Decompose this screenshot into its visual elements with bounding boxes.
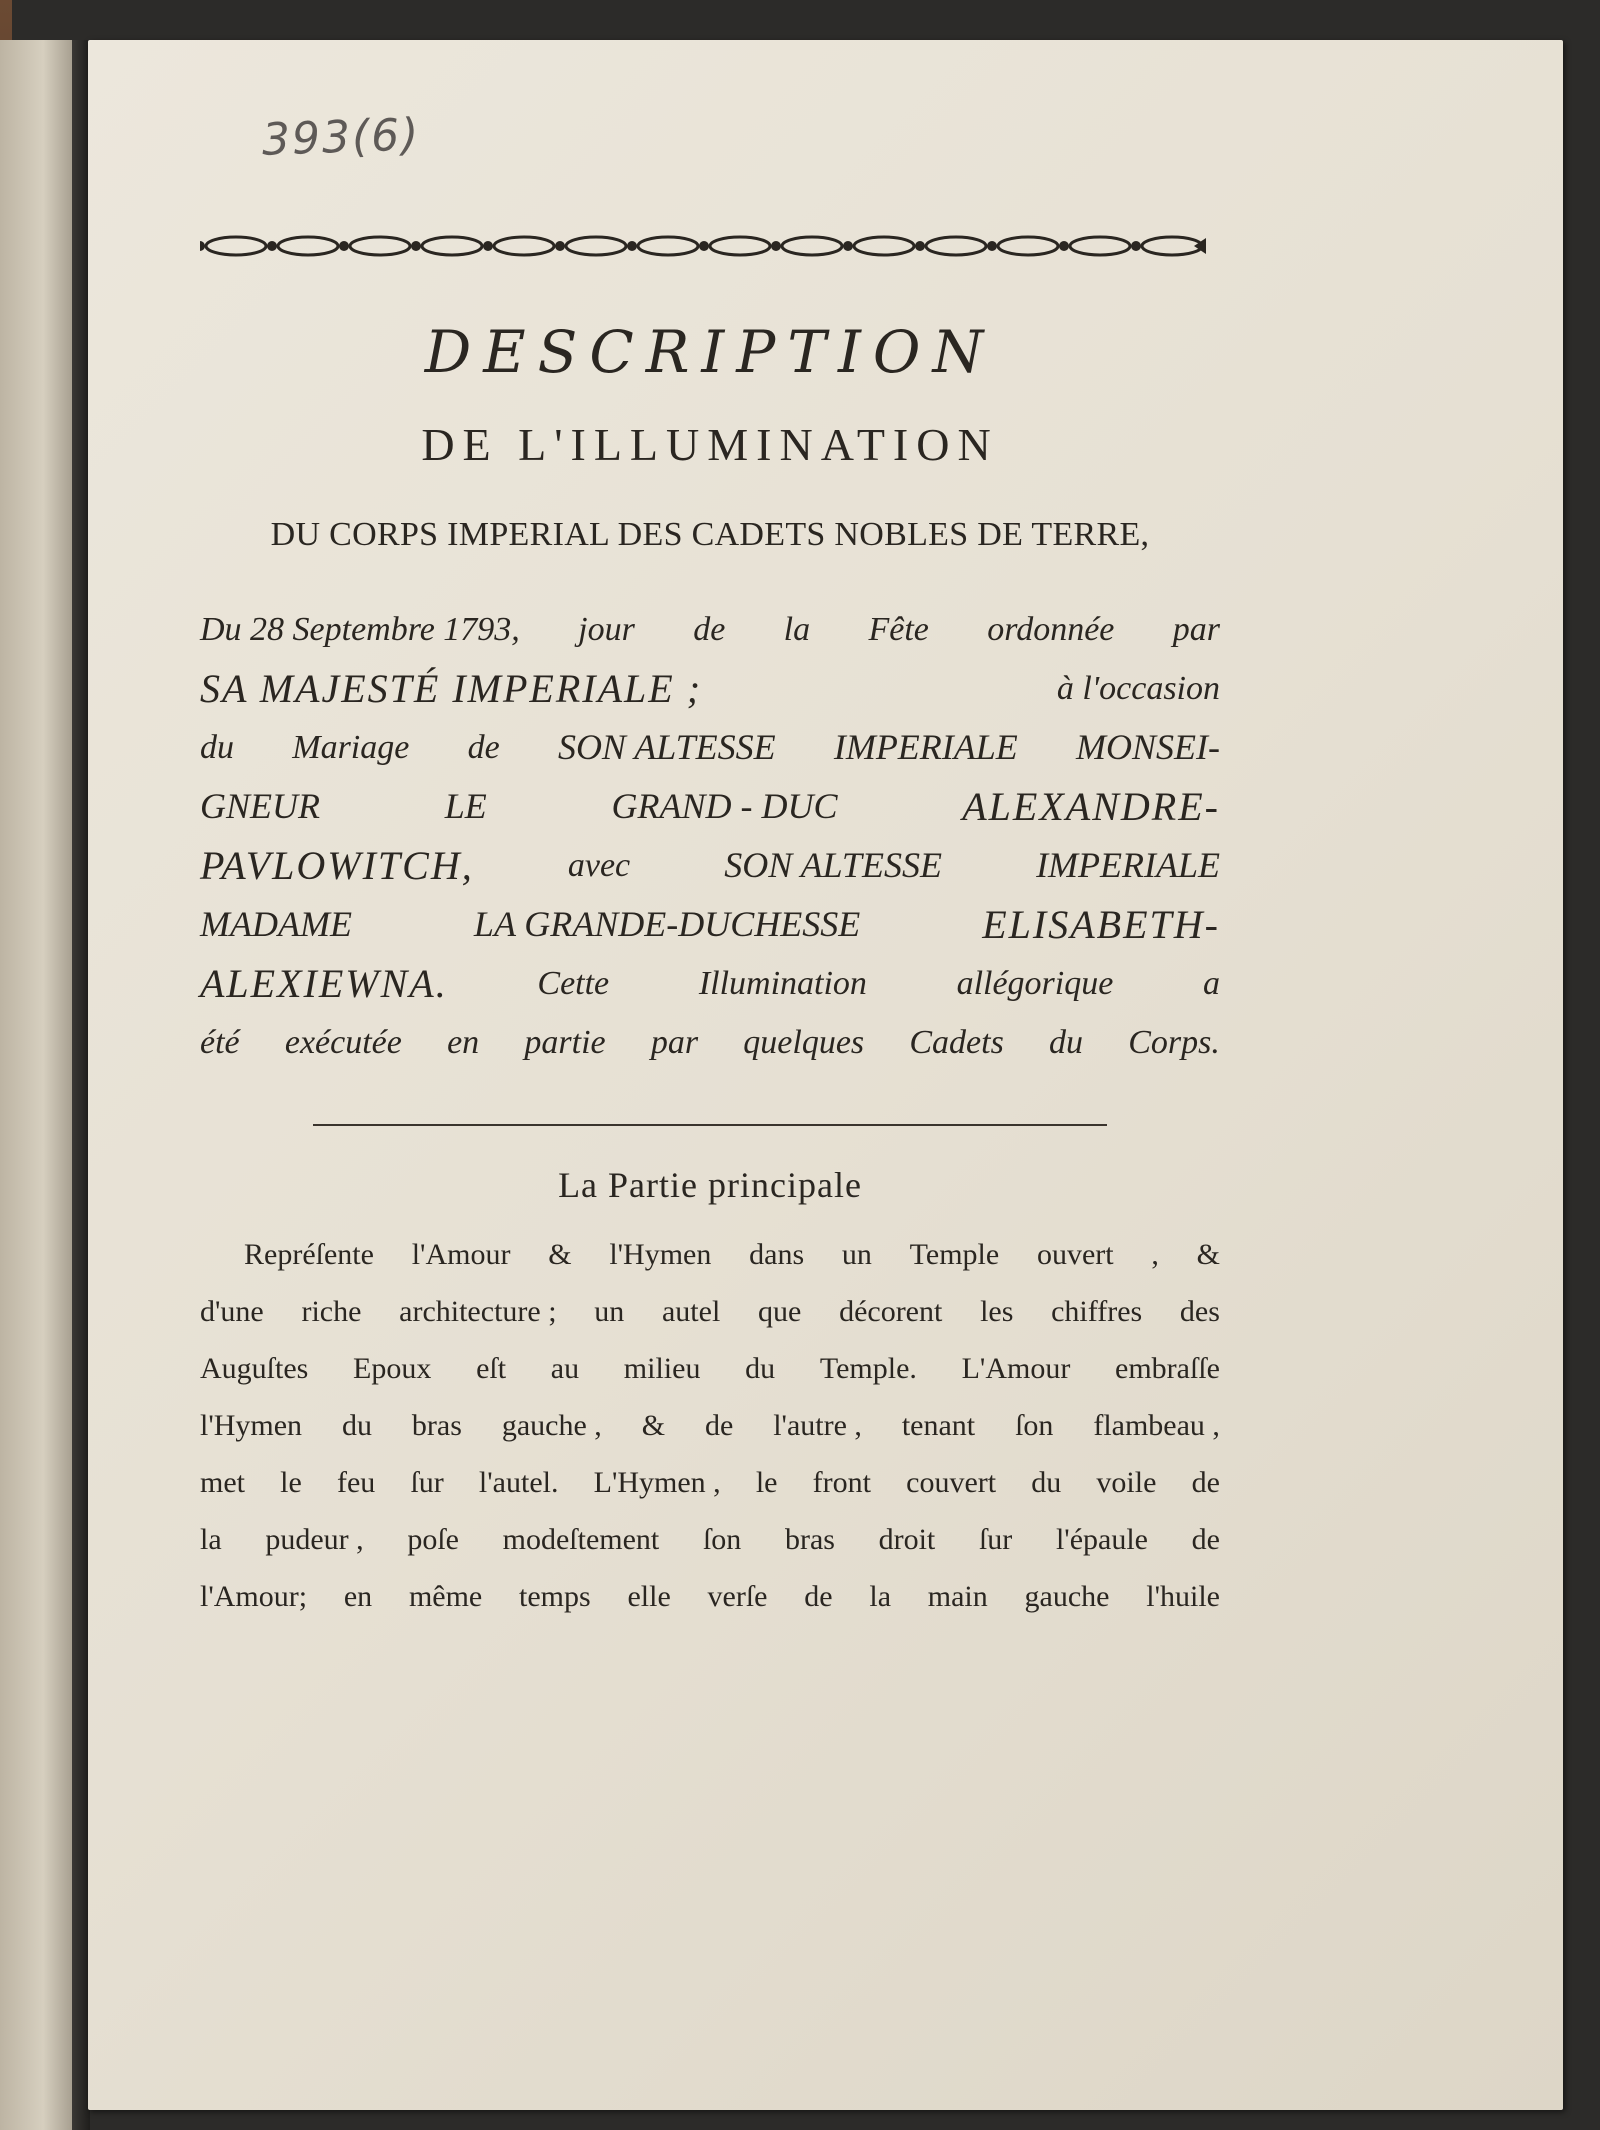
- dedication-line-3-word: du: [200, 729, 234, 766]
- ornament-knot: [1059, 241, 1069, 251]
- dedication-line-1: [200, 600, 1220, 659]
- ornament-link: [710, 237, 770, 255]
- ornament-knot: [200, 241, 205, 251]
- body-line-word: embraſſe: [1115, 1352, 1220, 1385]
- ornament-link: [206, 237, 266, 255]
- dedication-line-8-word: été: [200, 1024, 240, 1061]
- body-line-word: l'autel.: [478, 1466, 559, 1499]
- body-line-word: des: [1179, 1295, 1220, 1328]
- body-line-word: le: [280, 1466, 302, 1499]
- dedication-paragraph: [200, 600, 1220, 1072]
- body-line-word: bras: [784, 1523, 835, 1556]
- body-line-word: Temple.: [819, 1352, 917, 1385]
- ornament-knot: [699, 241, 709, 251]
- ornament-knot: [771, 241, 781, 251]
- ornament-link: [566, 237, 626, 255]
- body-line-word: décorent: [839, 1295, 943, 1328]
- body-line-word: &: [548, 1238, 572, 1271]
- body-line-word: Temple: [909, 1238, 1000, 1271]
- body-line-word: l'Amour;: [200, 1580, 308, 1613]
- body-line-word: la: [869, 1580, 892, 1613]
- ornament-link: [494, 237, 554, 255]
- body-line-word: main: [927, 1580, 988, 1613]
- body-line: [200, 1397, 1220, 1454]
- dedication-majesty: SA MAJESTÉ IMPERIALE ;: [200, 666, 703, 711]
- body-line-word: l'Hymen: [200, 1409, 303, 1442]
- ornament-knot: [555, 241, 565, 251]
- ornament-link: [782, 237, 842, 255]
- dedication-line-6-word: LA GRANDE-DUCHESSE: [473, 904, 861, 944]
- ornament-knot: [987, 241, 997, 251]
- dedication-line-5-word: IMPERIALE: [1036, 845, 1220, 885]
- body-line: [200, 1568, 1220, 1625]
- body-line-word: droit: [878, 1523, 936, 1556]
- ornament-link: [1142, 237, 1202, 255]
- body-line-word: riche: [301, 1295, 362, 1328]
- dedication-line-5-word: PAVLOWITCH,: [200, 843, 474, 888]
- body-line-word: de: [704, 1409, 734, 1442]
- dedication-line-5-word: SON ALTESSE: [724, 845, 942, 885]
- body-line-word: l'Hymen: [609, 1238, 712, 1271]
- body-line-word: poſe: [407, 1523, 459, 1556]
- dedication-line-7-word: a: [1203, 965, 1220, 1002]
- body-line-word: l'huile: [1146, 1580, 1220, 1613]
- ornament-knot: [483, 241, 493, 251]
- dedication-line-4-word: GNEUR: [200, 786, 320, 826]
- document-title: DESCRIPTION: [424, 318, 996, 386]
- dedication-line-8-word: du: [1049, 1024, 1084, 1061]
- body-line-word: &: [641, 1409, 666, 1442]
- dedication-line-8-word: quelques: [743, 1024, 865, 1061]
- body-line-word: voile: [1096, 1466, 1157, 1499]
- ornament-knot: [627, 241, 637, 251]
- dedication-line-5: [200, 836, 1220, 895]
- dedication-line-8-word: Cadets: [909, 1024, 1004, 1061]
- body-line-word: la: [200, 1523, 222, 1556]
- dedication-line-7: [200, 954, 1220, 1013]
- section-divider: [313, 1124, 1107, 1126]
- dedication-line-6-word: ELISABETH-: [982, 902, 1220, 947]
- ornament-link: [998, 237, 1058, 255]
- body-line-word: Epoux: [353, 1352, 432, 1385]
- body-line-word: bras: [411, 1409, 462, 1442]
- body-line-word: met: [200, 1466, 245, 1499]
- body-line-word: chiffres: [1051, 1295, 1143, 1328]
- dedication-line-1-word: Fête: [868, 611, 929, 648]
- section-body: [200, 1226, 1220, 1625]
- dedication-line-8-word: par: [650, 1024, 699, 1061]
- dedication-line-1-word: Du 28 Septembre 1793,: [200, 611, 520, 648]
- body-line-word: en: [343, 1580, 373, 1613]
- body-line: [200, 1454, 1220, 1511]
- dedication-line-3: [200, 718, 1220, 777]
- dedication-line-3-word: IMPERIALE: [833, 727, 1018, 767]
- dedication-occasion: à l'occasion: [1056, 670, 1220, 707]
- dedication-line-2: [200, 659, 1220, 718]
- body-line-word: ſur: [410, 1466, 444, 1499]
- dedication-line-8-word: partie: [524, 1024, 606, 1061]
- body-line-word: Auguſtes: [200, 1352, 309, 1385]
- body-line-word: eſt: [476, 1352, 507, 1385]
- body-line-word: l'épaule: [1055, 1523, 1148, 1556]
- body-line-word: L'Hymen ,: [593, 1466, 721, 1499]
- dedication-line-4: [200, 777, 1220, 836]
- body-line-word: architecture ;: [399, 1295, 557, 1328]
- dedication-line-3-word: de: [467, 729, 500, 766]
- dedication-line-3-word: Mariage: [292, 729, 410, 766]
- body-line-word: de: [804, 1580, 833, 1613]
- body-line-word: pudeur ,: [265, 1523, 364, 1556]
- ornament-knot: [843, 241, 853, 251]
- body-line-word: L'Amour: [961, 1352, 1071, 1385]
- body-line: [200, 1283, 1220, 1340]
- body-line-word: front: [812, 1466, 871, 1499]
- dedication-line-7-word: Cette: [537, 965, 610, 1002]
- body-line-word: flambeau ,: [1093, 1409, 1220, 1442]
- dedication-line-6-word: MADAME: [200, 904, 352, 944]
- ornament-knot: [267, 241, 277, 251]
- dedication-line-4-word: ALEXANDRE-: [962, 784, 1220, 829]
- body-line-word: que: [758, 1295, 802, 1328]
- body-line-word: du: [1031, 1466, 1062, 1499]
- body-line-word: d'une: [200, 1295, 264, 1328]
- dedication-line-4-word: LE: [444, 786, 487, 826]
- body-line: [200, 1226, 1220, 1283]
- document-subtitle-2: DU CORPS IMPERIAL DES CADETS NOBLES DE TERRE,: [270, 516, 1150, 553]
- ornament-knot: [339, 241, 349, 251]
- dedication-line-8-word: Corps.: [1128, 1024, 1220, 1061]
- body-line-word: de: [1191, 1523, 1220, 1556]
- dedication-line-1-word: ordonnée: [987, 611, 1115, 648]
- ornament-knot: [915, 241, 925, 251]
- dedication-line-7-word: allégorique: [956, 965, 1114, 1002]
- body-line-word: ſur: [978, 1523, 1013, 1556]
- dedication-line-7-word: ALEXIEWNA.: [200, 961, 448, 1006]
- document-subtitle: DE L'ILLUMINATION: [421, 419, 999, 470]
- ornament-knot: [411, 241, 421, 251]
- body-line-word: dans: [749, 1238, 805, 1271]
- body-line: [200, 1340, 1220, 1397]
- ornament-link: [926, 237, 986, 255]
- ornamental-border: [200, 226, 1208, 266]
- body-line-word: milieu: [623, 1352, 701, 1385]
- body-line-word: de: [1191, 1466, 1220, 1499]
- body-line-word: ſon: [1015, 1409, 1054, 1442]
- body-line-word: verſe: [707, 1580, 768, 1613]
- previous-page-edge: [0, 40, 72, 2130]
- section-title: La Partie principale: [558, 1165, 862, 1205]
- dedication-line-1-word: la: [783, 611, 811, 648]
- dedication-line-4-word: GRAND - DUC: [611, 786, 838, 826]
- main-text-block: [200, 290, 1220, 1625]
- body-line-word: au: [550, 1352, 580, 1385]
- body-line-word: un: [594, 1295, 625, 1328]
- body-line-word: temps: [519, 1580, 591, 1613]
- body-line-word: du: [745, 1352, 776, 1385]
- body-line-word: un: [841, 1238, 872, 1271]
- ornament-link: [1070, 237, 1130, 255]
- body-line-word: couvert: [906, 1466, 997, 1499]
- body-line-word: modeſtement: [502, 1523, 660, 1556]
- ornament-knot: [1131, 241, 1141, 251]
- dedication-line-1-word: jour: [578, 611, 635, 648]
- dedication-line-1-word: de: [693, 611, 726, 648]
- body-line-word: Repréſente: [244, 1238, 374, 1271]
- dedication-line-3-word: MONSEI-: [1076, 727, 1220, 767]
- body-line-word: gauche: [1024, 1580, 1110, 1613]
- ornament-link: [854, 237, 914, 255]
- dedication-line-1-word: par: [1172, 611, 1220, 648]
- dedication-line-8: [200, 1013, 1220, 1072]
- ornament-chain: [200, 237, 1206, 255]
- ornament-link: [422, 237, 482, 255]
- ornament-link: [638, 237, 698, 255]
- ornament-link: [278, 237, 338, 255]
- body-line-word: ouvert: [1036, 1238, 1114, 1271]
- body-line-word: du: [341, 1409, 372, 1442]
- handwritten-shelfmark: 393(6): [261, 109, 422, 166]
- body-line-word: ſon: [702, 1523, 742, 1556]
- body-line: [200, 1511, 1220, 1568]
- body-line-word: elle: [627, 1580, 671, 1613]
- body-line-word: l'Amour: [411, 1238, 511, 1271]
- body-line-word: même: [408, 1580, 483, 1613]
- body-line-word: tenant: [901, 1409, 976, 1442]
- dedication-line-6: [200, 895, 1220, 954]
- body-line-word: les: [980, 1295, 1014, 1328]
- body-line-word: autel: [661, 1295, 721, 1328]
- dedication-line-8-word: en: [447, 1024, 480, 1061]
- body-line-word: ,: [1151, 1238, 1159, 1271]
- body-line-word: le: [755, 1466, 778, 1499]
- body-line-word: feu: [336, 1466, 376, 1499]
- body-line-word: gauche ,: [501, 1409, 602, 1442]
- ornament-link: [350, 237, 410, 255]
- body-line-word: l'autre ,: [773, 1409, 862, 1442]
- dedication-line-7-word: Illumination: [698, 965, 867, 1002]
- dedication-line-3-word: SON ALTESSE: [557, 727, 776, 767]
- dedication-line-8-word: exécutée: [284, 1024, 402, 1061]
- dedication-line-5-word: avec: [567, 847, 631, 884]
- body-line-word: &: [1196, 1238, 1220, 1271]
